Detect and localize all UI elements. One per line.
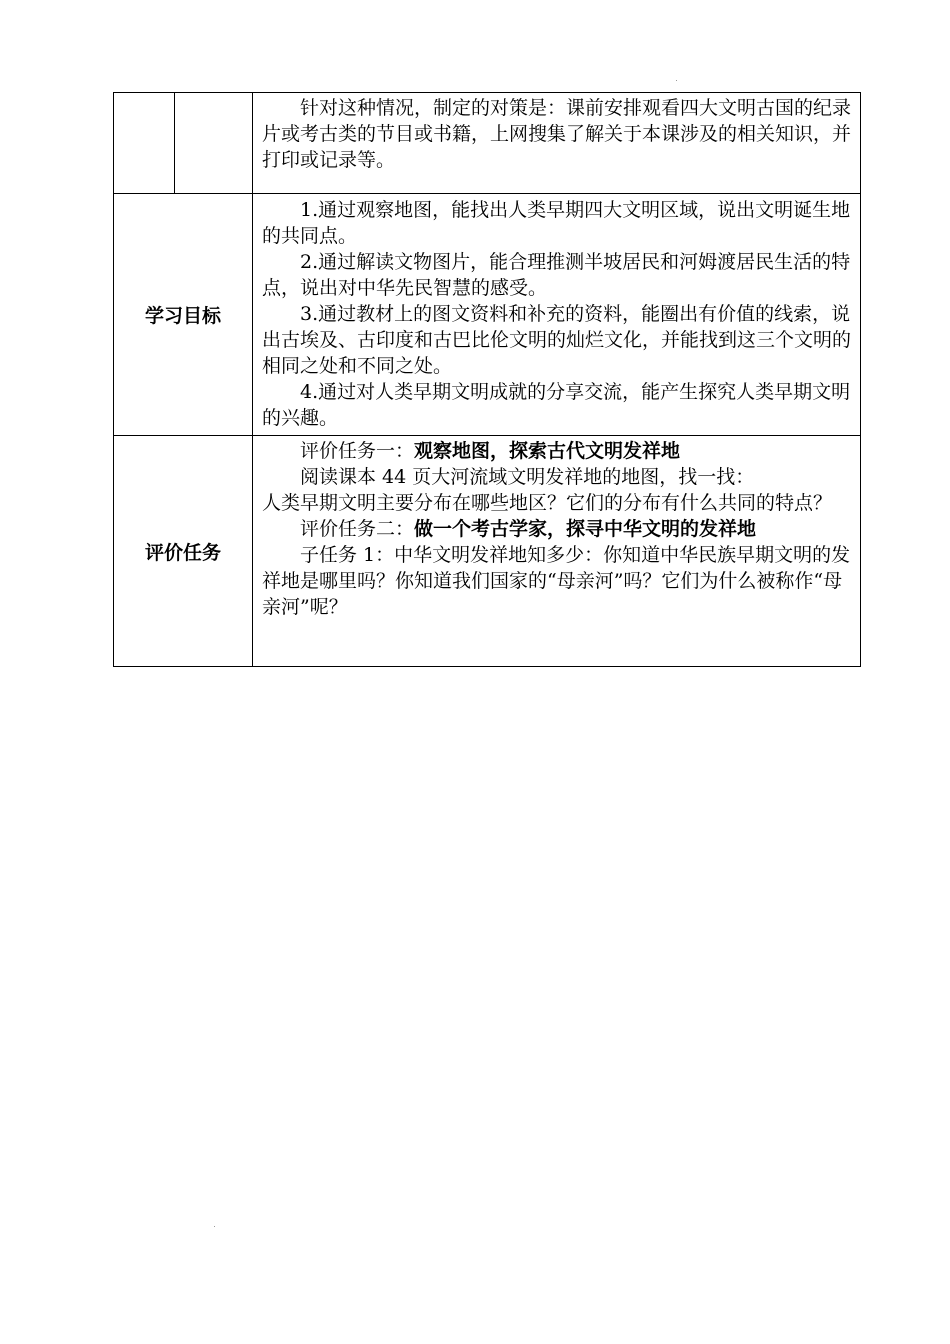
task1-title: 观察地图，探索古代文明发祥地	[414, 440, 681, 462]
goal-item: 1.通过观察地图，能找出人类早期四大文明区域，说出文明诞生地的共同点。	[262, 199, 851, 247]
goal-item: 4.通过对人类早期文明成就的分享交流，能产生探究人类早期文明的兴趣。	[262, 381, 851, 429]
content-cell	[253, 93, 861, 194]
task2-prefix: 评价任务二：	[300, 518, 415, 540]
goal-item: 2.通过解读文物图片，能合理推测半坡居民和河姆渡居民生活的特点，说出对中华先民智慧的感受。	[262, 251, 851, 299]
task2-title: 做一个考古学家，探寻中华文明的发祥地	[414, 518, 757, 540]
empty-cell	[114, 93, 175, 194]
task1-text-a: 阅读课本 44 页大河流域文明发祥地的地图，找一找：	[300, 466, 755, 488]
tasks-label: 评价任务	[114, 436, 253, 667]
empty-cell	[175, 93, 253, 194]
task1-heading	[262, 438, 852, 464]
task1-text-b: 人类早期文明主要分布在哪些地区？它们的分布有什么共同的特点？	[262, 492, 833, 514]
task2-heading	[262, 516, 852, 542]
content-cell	[253, 436, 861, 667]
table-row	[114, 194, 861, 436]
lesson-plan-table	[113, 92, 861, 667]
bottom-mark	[214, 1226, 215, 1227]
countermeasure-text: 针对这种情况，制定的对策是：课前安排观看四大文明古国的纪录片或考古类的节目或书籍，上网搜集了解关于本课涉及的相关知识，并打印或记录等。	[262, 97, 852, 171]
goal-item: 3.通过教材上的图文资料和补充的资料，能圈出有价值的线索，说出古埃及、古印度和古巴比伦文明的灿烂文化，并能找到这三个文明的相同之处和不同之处。	[262, 303, 852, 377]
table-row	[114, 436, 861, 667]
subtask1-text: 子任务 1：中华文明发祥地知多少：你知道中华民族早期文明的发祥地是哪里吗？你知道我们国家的“母亲河”吗？它们为什么被称作“母亲河”呢？	[262, 544, 851, 618]
task1-prefix: 评价任务一：	[300, 440, 415, 462]
top-mark	[676, 80, 677, 81]
learning-goals-label: 学习目标	[114, 194, 253, 436]
content-cell	[253, 194, 861, 436]
table-row	[114, 93, 861, 194]
